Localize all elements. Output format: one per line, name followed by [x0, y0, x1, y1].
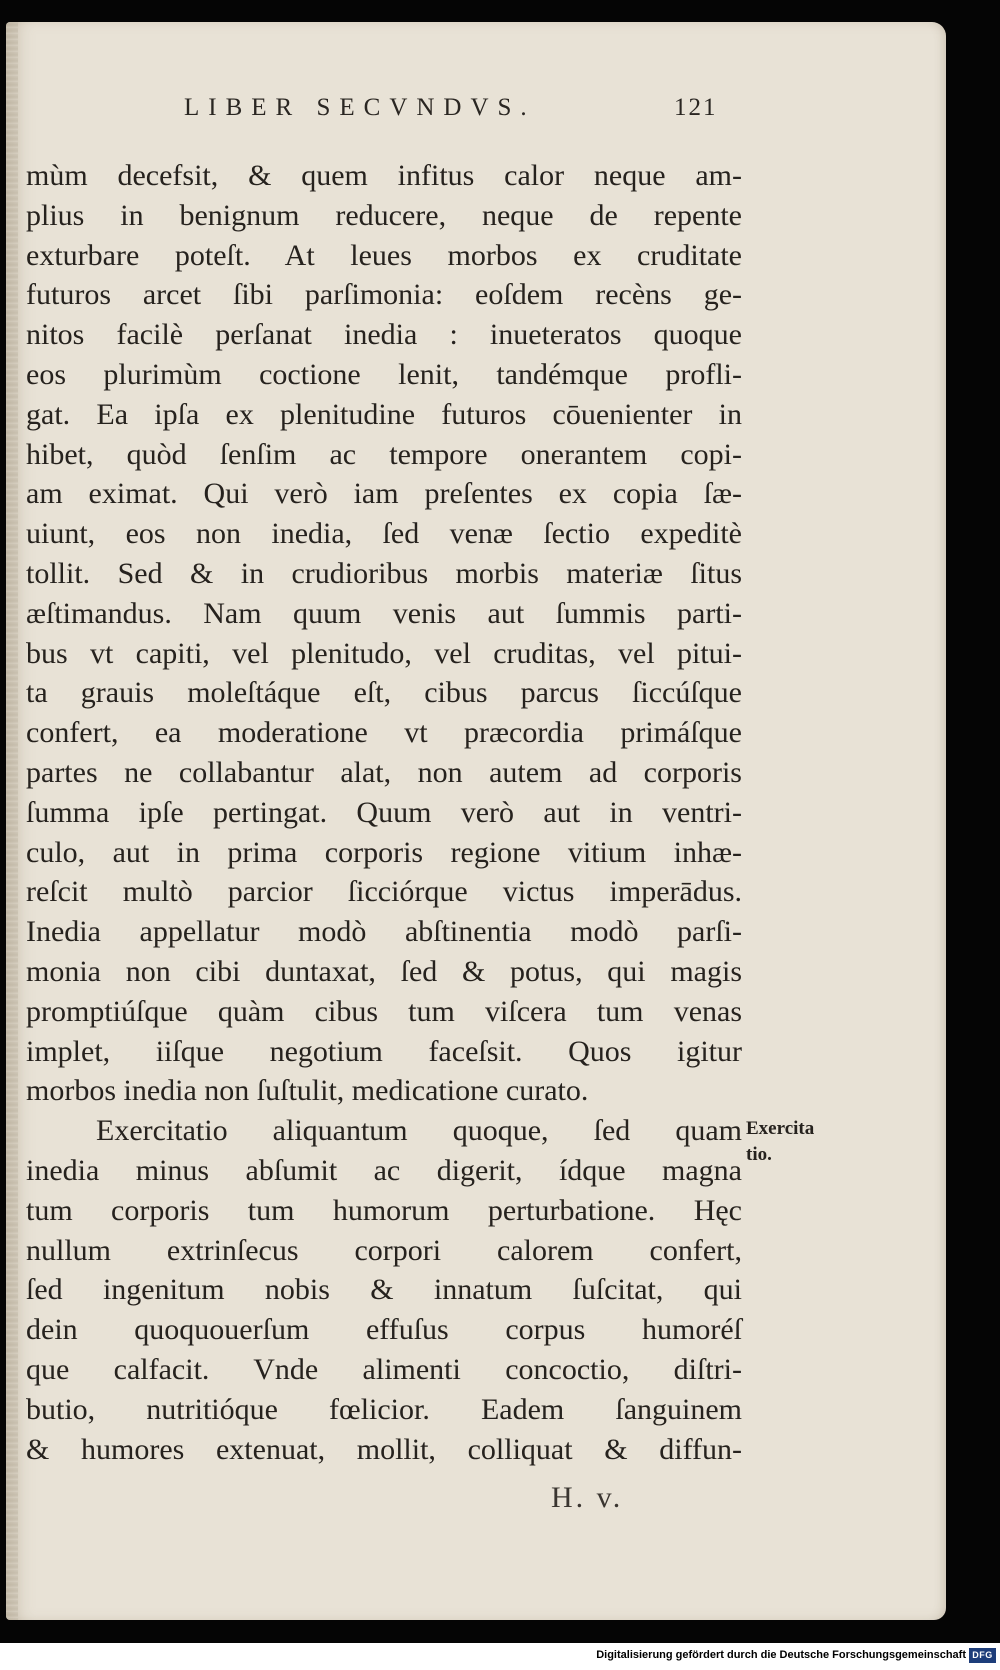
text-line: ſed ingenitum nobis & innatum ſuſcitat, qui [26, 1273, 742, 1307]
text-line: tollit. Sed & in crudioribus morbis materiæ ſitus [26, 556, 742, 590]
text-line: tum corporis tum humorum perturbatione. Hęc [26, 1193, 742, 1227]
text-line: hibet, quòd ſenſim ac tempore onerantem copi- [26, 437, 742, 471]
text-line: promptiúſque quàm cibus tum viſcera tum venas [26, 994, 742, 1028]
text-line: nullum extrinſecus corpori calorem confert, [26, 1233, 742, 1267]
page-edge [6, 22, 18, 1620]
text-line: Inedia appellatur modò abſtinentia modò parſi- [26, 915, 742, 949]
text-line: butio, nutritióque fœlicior. Eadem ſanguinem [26, 1392, 742, 1426]
funding-credit: Digitalisierung gefördert durch die Deutsche Forschungsgemeinschaft [596, 1649, 966, 1661]
marginal-note [746, 1116, 846, 1168]
text-line: gat. Ea ipſa ex plenitudine futuros cōuenienter in [26, 397, 742, 431]
text-line: que calfacit. Vnde alimenti concoctio, diſtri- [26, 1352, 742, 1386]
text-line: culo, aut in prima corporis regione vitium inhæ- [26, 835, 742, 869]
text-line: mùm decefsit, & quem infitus calor neque am- [26, 159, 742, 192]
book-page [6, 22, 946, 1620]
text-line: ſumma ipſe pertingat. Quum verò aut in ventri- [26, 795, 742, 829]
text-line: & humores extenuat, mollit, colliquat & diffun- [26, 1432, 742, 1466]
text-line: futuros arcet ſibi parſimonia: eoſdem recèns ge- [26, 278, 742, 312]
running-title: LIBER SECVNDVS. [184, 94, 536, 121]
text-line: ta grauis moleſtáque eſt, cibus parcus ſiccúſque [26, 676, 742, 710]
text-line: am eximat. Qui verò iam preſentes ex copia ſæ- [26, 477, 742, 511]
text-line: nitos facilè perſanat inedia : inueteratos quoque [26, 318, 742, 352]
text-line: uiunt, eos non inedia, ſed venæ ſectio expeditè [26, 517, 742, 551]
text-line: bus vt capiti, vel plenitudo, vel cruditas, vel pitui- [26, 636, 742, 670]
text-line: inedia minus abſumit ac digerit, ídque magna [26, 1153, 742, 1187]
text-line: reſcit multò parcior ſicciórque victus imperādus. [26, 875, 742, 909]
body-text [26, 156, 742, 1469]
marginal-note-line: tio. [746, 1144, 772, 1165]
text-line: dein quoquouerſum effuſus corpus humoréſ [26, 1313, 742, 1347]
page-number: 121 [674, 94, 718, 121]
text-line: plius in benignum reducere, neque de repente [26, 198, 742, 232]
paragraph-start-line: Exercitatio aliquantum quoque, ſed quam [96, 1114, 742, 1148]
text-line: implet, iiſque negotium faceſsit. Quos igitur [26, 1034, 742, 1068]
text-line: eos plurimùm coctione lenit, tandémque profli- [26, 357, 742, 391]
text-line: exturbare poteſt. At leues morbos ex cruditate [26, 238, 742, 272]
text-line: morbos inedia non ſuſtulit, medicatione curato. [26, 1074, 589, 1108]
marginal-note-line: Exercita [746, 1118, 815, 1139]
signature-mark: H. v. [551, 1481, 624, 1514]
digitization-footer [0, 1643, 1000, 1670]
text-line: æſtimandus. Nam quum venis aut ſummis parti- [26, 596, 742, 630]
dfg-logo: DFG [969, 1648, 996, 1663]
text-line: monia non cibi duntaxat, ſed & potus, qui magis [26, 954, 742, 988]
running-head [6, 94, 946, 134]
text-line: partes ne collabantur alat, non autem ad corporis [26, 755, 742, 789]
text-line: confert, ea moderatione vt præcordia primáſque [26, 716, 742, 750]
